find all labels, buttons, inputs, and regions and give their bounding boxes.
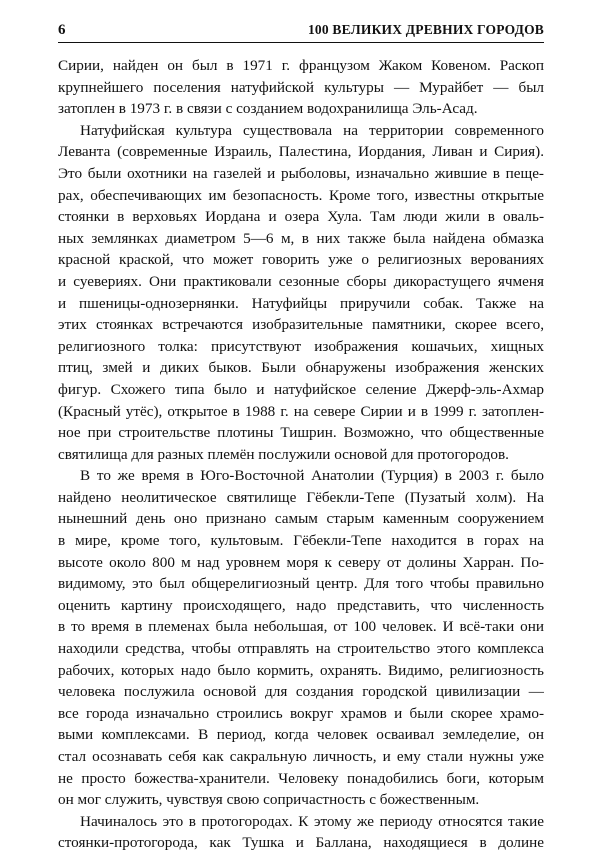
text-line: Это были охотники на газелей и рыболовы, изначально жившие в пеще- xyxy=(58,164,544,182)
text-line: рабочих, которых надо было кормить, охранять. Видимо, религиозность xyxy=(58,661,544,679)
text-line: все города изначально строились вокруг храмов и были скорее храмо- xyxy=(58,704,544,722)
text-line: В то же время в Юго-Восточной Анатолии (Турция) в 2003 г. было xyxy=(80,467,544,485)
text-line: выми комплексами. В период, когда человек осваивал земледелие, он xyxy=(58,726,544,744)
text-line: религиозного толка: присутствуют изображения кошачьих, хищных xyxy=(58,337,544,355)
text-line: и суевериях. Они практиковали сезонные сборы дикорастущего ячменя xyxy=(58,272,544,290)
text-line: находили средства, чтобы отправлять на строительство этого комплекса xyxy=(58,640,544,658)
text-line: в мире, кроме того, культовым. Гёбекли-Тепе находится в горах на xyxy=(58,532,544,550)
text-line: не просто божества-хранители. Человеку понадобились боги, которым xyxy=(58,769,544,787)
text-line: нынешний день оно признано самым старым каменным сооружением xyxy=(58,510,544,528)
text-line: видимому, это был общерелигиозный центр. Для того чтобы правильно xyxy=(58,575,544,593)
text-line: высоте около 800 м над уровнем моря к северу от долины Харран. По- xyxy=(58,553,544,571)
page-header xyxy=(58,22,544,43)
text-line: этих стоянках встречаются изобразительные памятники, скорее всего, xyxy=(58,316,544,334)
text-line: стал осознавать себя как сакральную личность, и ему стали нужны уже xyxy=(58,748,544,765)
book-page xyxy=(58,22,544,854)
text-line: птиц, змей и диких быков. Были обнаружены изображения женских xyxy=(58,359,544,377)
text-line: оценить картину происходящего, надо представить, что численность xyxy=(58,596,544,614)
text-line: он мог служить, чувствуя свою сопричастность с божественным. xyxy=(58,791,480,809)
text-line: Сирии, найден он был в 1971 г. французом Жаком Ковеном. Раскоп xyxy=(58,57,544,74)
text-line: затоплен в 1973 г. в связи с созданием водохранилища Эль-Асад. xyxy=(58,100,478,118)
text-line: фигур. Схожего типа было и натуфийское селение Джерф-эль-Ахмар xyxy=(58,380,544,398)
text-line: стоянки в верховьях Иордана и озера Хула. Там люди жили в оваль- xyxy=(58,208,544,226)
running-title: 100 ВЕЛИКИХ ДРЕВНИХ ГОРОДОВ xyxy=(307,22,544,37)
body-text xyxy=(58,55,544,854)
text-line: Начиналось это в протогородах. К этому же периоду относятся такие xyxy=(80,812,544,830)
text-line: Леванта (современные Израиль, Палестина, Иордания, Ливан и Сирия). xyxy=(58,143,544,161)
text-line: крупнейшего поселения натуфийской культуры — Мурайбет — был xyxy=(58,78,544,96)
text-line: найдено неолитическое святилище Гёбекли-Тепе (Пузатый холм). На xyxy=(58,488,544,506)
text-line: святилища для разных племён послужили основой для протогородов. xyxy=(58,445,509,463)
text-line: рах, обеспечивающих им безопасность. Кроме того, известны открытые xyxy=(58,186,544,204)
text-line: стоянки-протогорода, как Тушка и Баллана, находящиеся в долине xyxy=(58,834,544,852)
text-line: (Красный утёс), открытое в 1988 г. на севере Сирии и в 1999 г. затоплен- xyxy=(58,402,544,420)
text-line: красной краской, что может говорить уже о религиозных верованиях xyxy=(58,251,544,269)
text-line: Натуфийская культура существовала на территории современного xyxy=(80,121,544,139)
text-line: ное при строительстве плотины Тишрин. Возможно, что общественные xyxy=(58,424,544,442)
text-line: человека послужила основой для создания городской цивилизации — xyxy=(58,683,544,701)
text-line: и пшеницы-однозернянки. Натуфийцы приручили собак. Также на xyxy=(58,294,544,312)
text-line: в то время в племенах была небольшая, от 100 человек. И всё-таки они xyxy=(58,618,544,636)
text-line: ных землянках диаметром 5—6 м, в них также была найдена обмазка xyxy=(58,229,544,247)
page-number: 6 xyxy=(58,22,66,38)
